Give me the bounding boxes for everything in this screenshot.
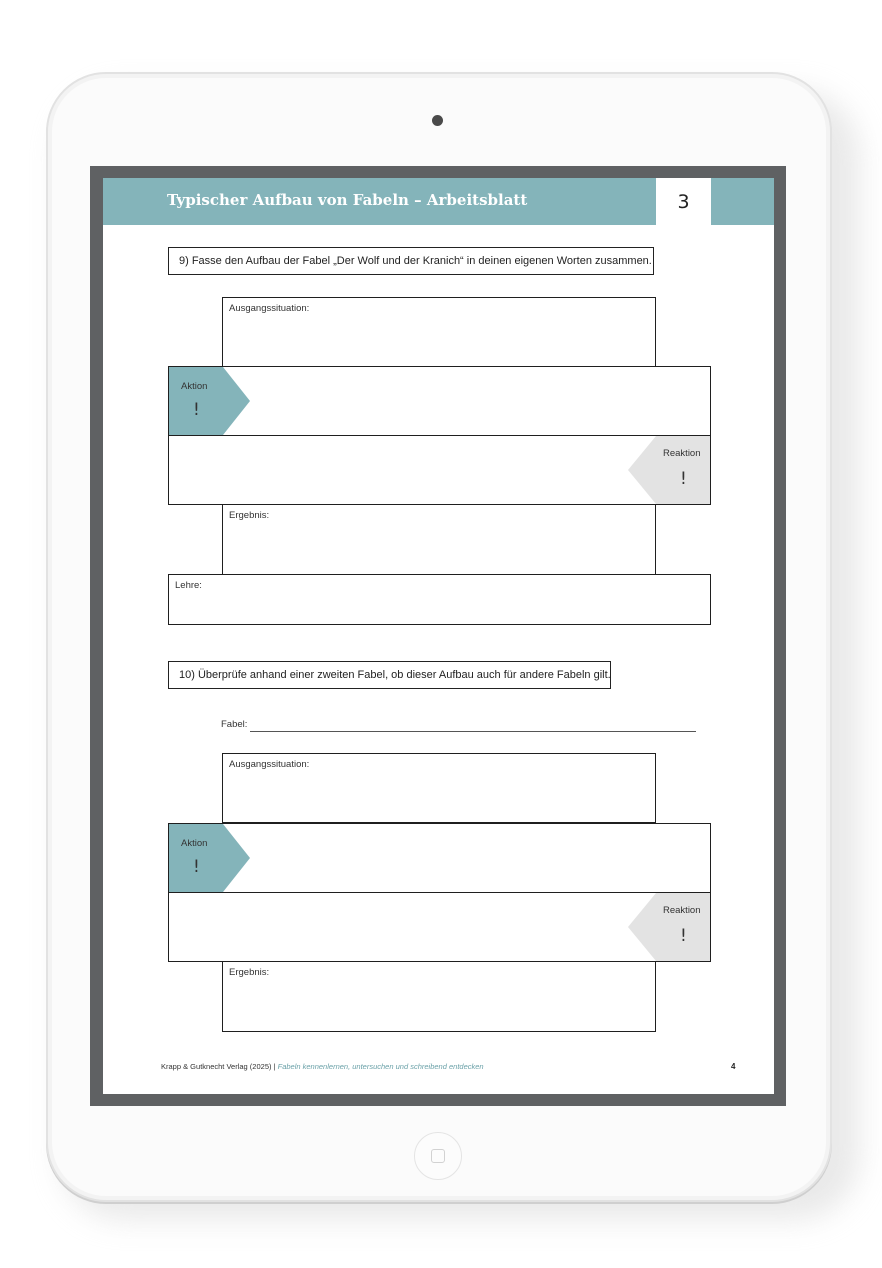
exclamation-icon: !: [680, 469, 687, 489]
aktion-label: Aktion: [181, 381, 208, 392]
ausgangssituation-label: Ausgangssituation:: [229, 759, 310, 770]
reaktion-label: Reaktion: [663, 905, 701, 916]
fabel-label: Fabel:: [221, 719, 248, 730]
ergebnis-label: Ergebnis:: [229, 967, 270, 978]
footer-page-number: 4: [731, 1062, 736, 1071]
aktion-box-2[interactable]: [168, 823, 711, 893]
ausgangssituation-box-1[interactable]: [222, 297, 656, 367]
camera-icon: [432, 115, 443, 126]
ergebnis-box-1[interactable]: [222, 504, 656, 575]
page-title: Typischer Aufbau von Fabeln – Arbeitsblatt: [167, 191, 528, 209]
lehre-label: Lehre:: [175, 580, 202, 591]
worksheet-screen: [103, 178, 774, 1094]
reaktion-label: Reaktion: [663, 448, 701, 459]
exclamation-icon: !: [680, 926, 687, 946]
lehre-box[interactable]: [168, 574, 711, 625]
aktion-label: Aktion: [181, 838, 208, 849]
reaktion-flag: [628, 436, 710, 504]
reaktion-box-1[interactable]: [168, 435, 711, 505]
exclamation-icon: !: [193, 400, 200, 420]
ergebnis-label: Ergebnis:: [229, 510, 270, 521]
fabel-field[interactable]: [221, 719, 697, 735]
header-bar: [103, 178, 774, 225]
page-badge: 3: [656, 178, 711, 225]
ausgangssituation-label: Ausgangssituation:: [229, 303, 310, 314]
footer-credit: [161, 1062, 484, 1071]
task-10-instruction: 10) Überprüfe anhand einer zweiten Fabel, ob dieser Aufbau auch für andere Fabeln gilt.: [168, 661, 611, 689]
aktion-flag: [169, 367, 251, 435]
aktion-box-1[interactable]: [168, 366, 711, 436]
aktion-flag: [169, 824, 251, 892]
reaktion-box-2[interactable]: [168, 892, 711, 962]
exclamation-icon: !: [193, 857, 200, 877]
fabel-answer-line[interactable]: [250, 731, 696, 732]
footer-book-title: Fabeln kennenlernen, untersuchen und schreibend entdecken: [277, 1062, 484, 1071]
ausgangssituation-box-2[interactable]: [222, 753, 656, 823]
home-button-icon[interactable]: [414, 1132, 462, 1180]
ergebnis-box-2[interactable]: [222, 961, 656, 1032]
footer-publisher: Krapp & Gutknecht Verlag (2025) |: [161, 1062, 278, 1071]
task-9-instruction: 9) Fasse den Aufbau der Fabel „Der Wolf und der Kranich“ in deinen eigenen Worten zusammen.: [168, 247, 654, 275]
reaktion-flag: [628, 893, 710, 961]
